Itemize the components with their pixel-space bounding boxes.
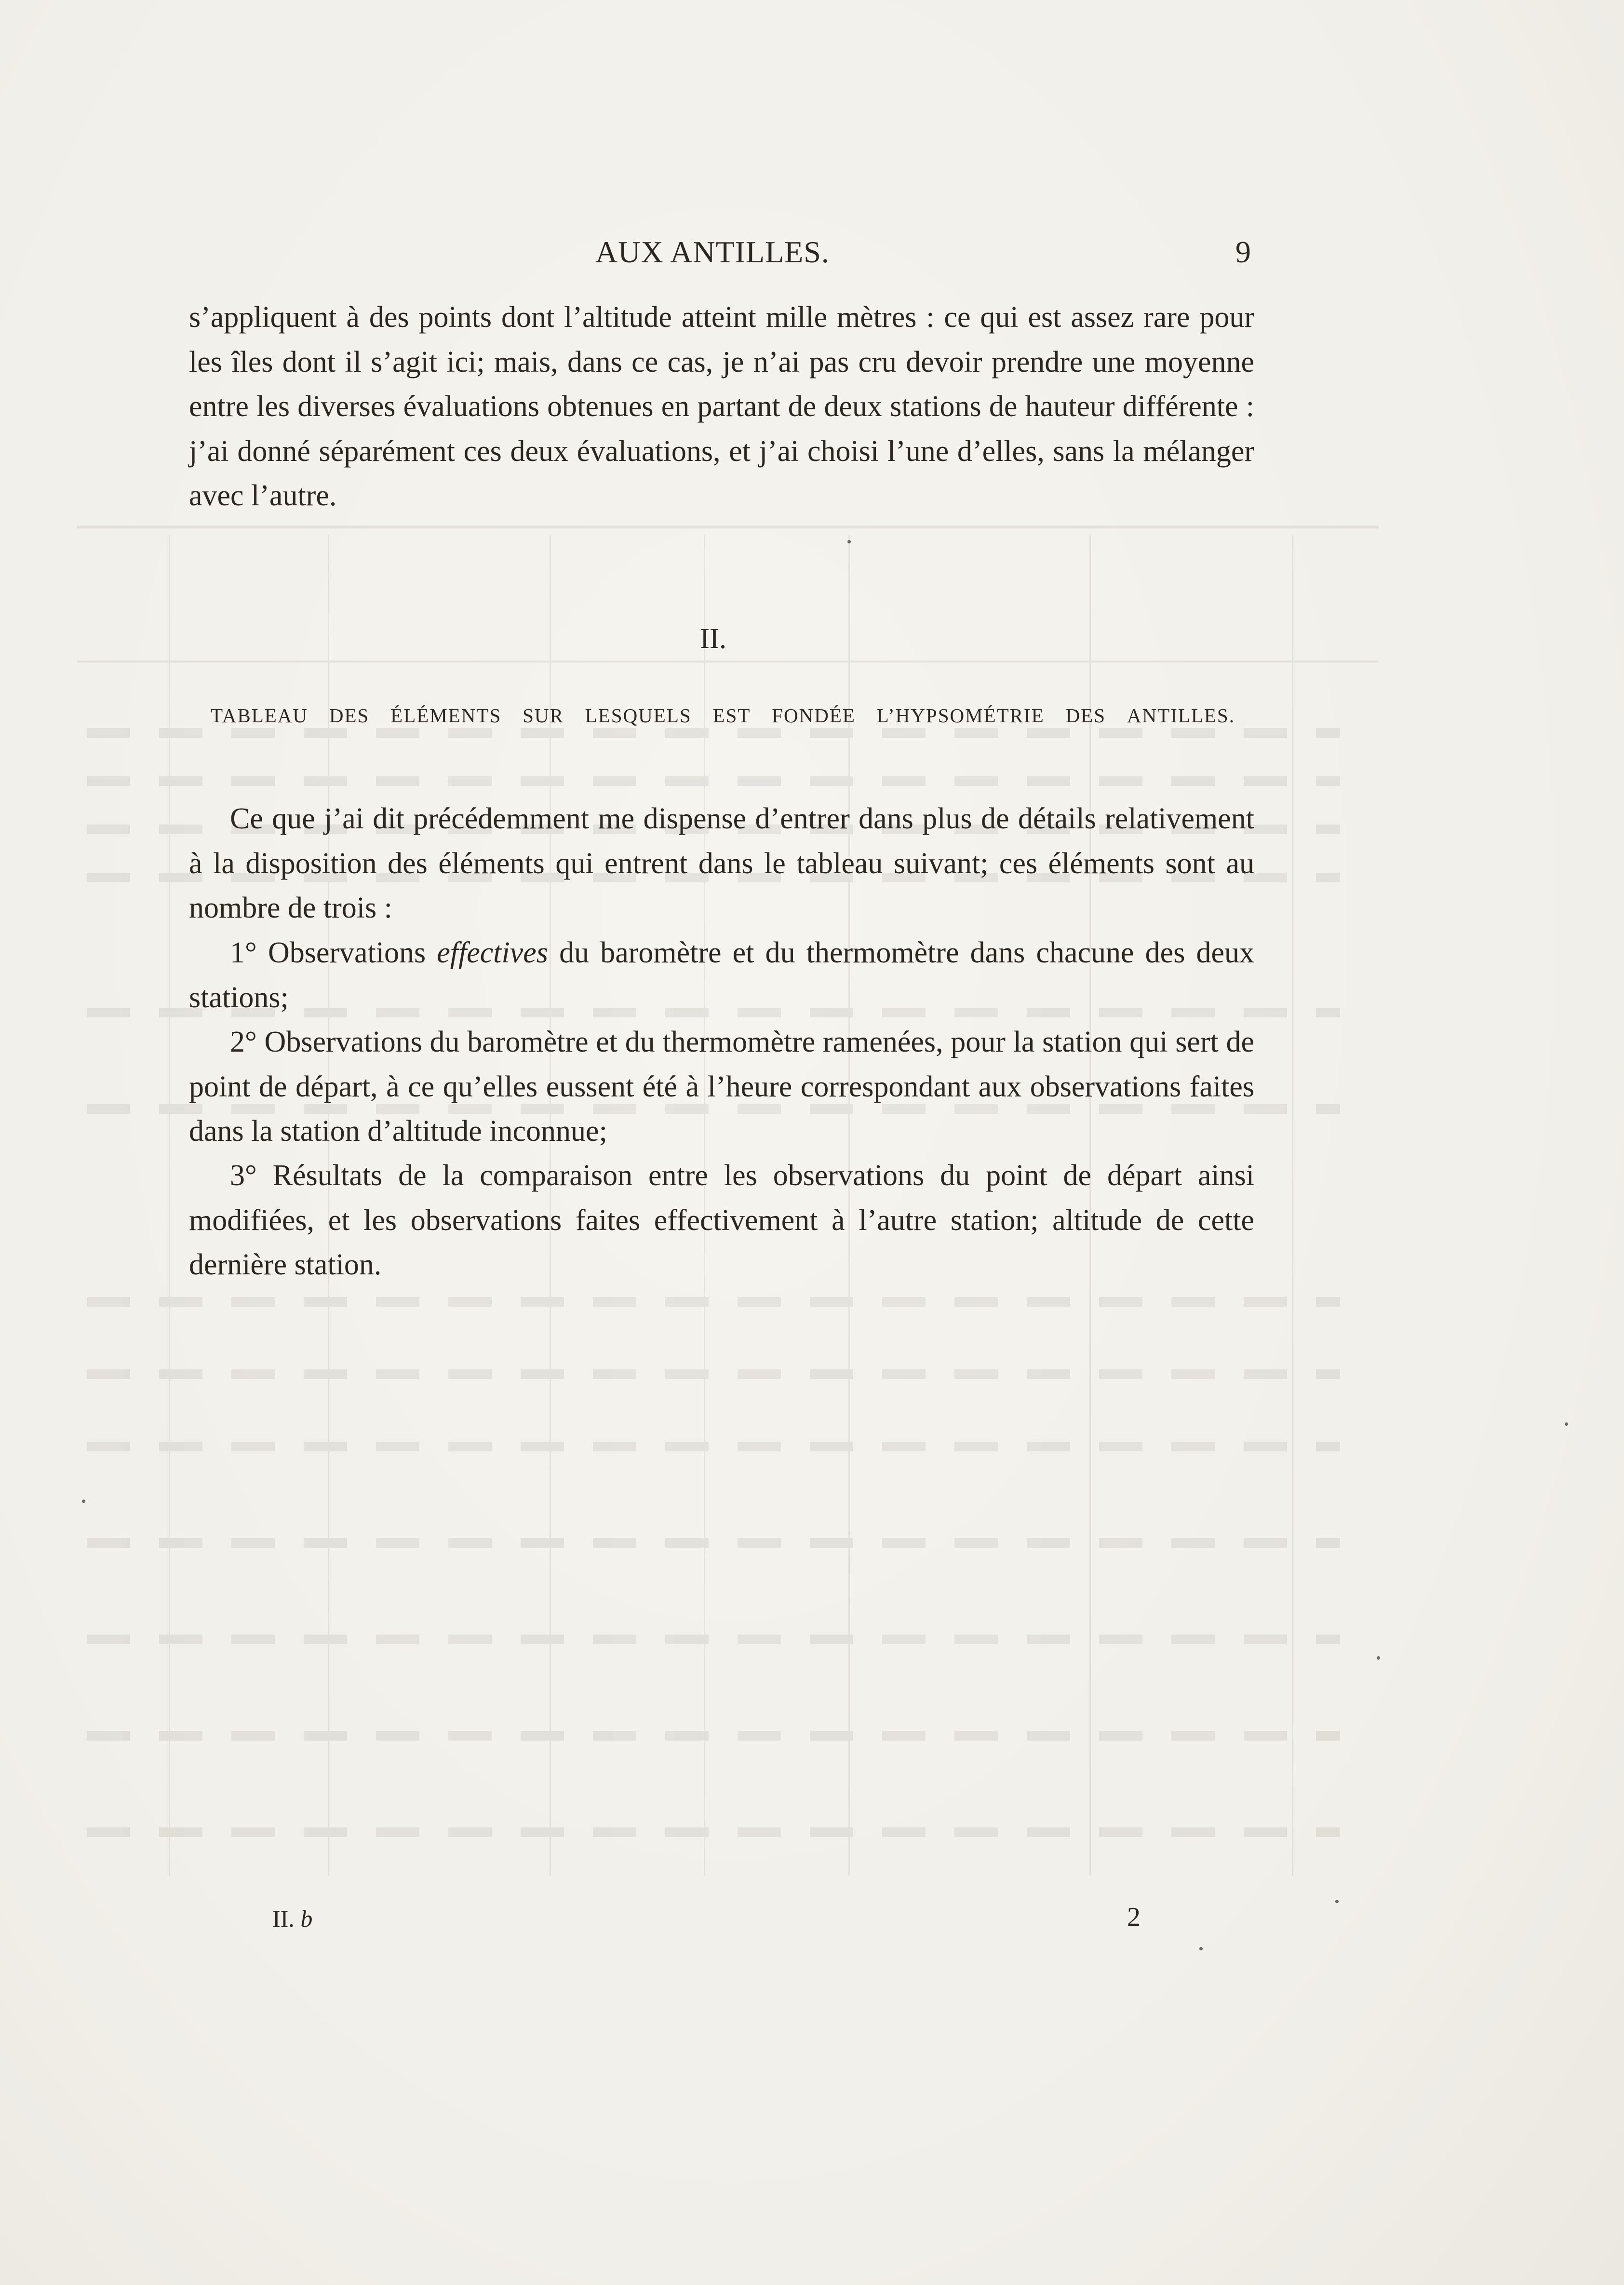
running-title: AUX ANTILLES. (595, 235, 830, 269)
list-item (189, 1153, 1254, 1287)
section-title-word: LESQUELS (585, 704, 692, 727)
section-title-word: EST (712, 704, 751, 727)
signature-letter: b (300, 1905, 313, 1932)
list-item (189, 1020, 1254, 1154)
paragraph-continuation: s’appliquent à des points dont l’altitude atteint mille mètres : ce qui est assez rare pour les îles dont il s’agit ici; mais, dans ce cas, je n’ai pas cru devoir prendre une moyenne entre les diverses évaluations obtenues en partant de deux stations de hauteur différente : j’ai donné séparément ces deux évaluations, et j’ai choisi l’une d’elles, sans la mélanger avec l’autre. (189, 301, 1254, 512)
section-title-word: ANTILLES. (1127, 704, 1235, 727)
paper-speck (1377, 1656, 1380, 1660)
item-text: Résultats de la comparaison entre les observations du point de départ ainsi modifiées, et les observations faites effectivement à l’autre station; altitude de cette dernière station. (189, 1159, 1255, 1281)
paper-speck (82, 1500, 85, 1503)
section-title-word: DES (1065, 704, 1106, 727)
section-title-word: L’HYPSOMÉTRIE (876, 704, 1045, 727)
item-text: du baromètre et du thermomètre dans chacune des deux stations; (189, 936, 1254, 1014)
section-number: II. (700, 622, 726, 654)
item-number: 1° (230, 936, 257, 969)
paragraph-intro: Ce que j’ai dit précédemment me dispense d’entrer dans plus de détails relativement à la disposition des éléments qui entrent dans le tableau suivant; ces éléments sont au nombre de trois : (189, 802, 1254, 924)
item-number: 2° (230, 1026, 257, 1058)
paper-speck (1335, 1900, 1339, 1903)
item-text: Observations (268, 936, 426, 969)
section-title-word: FONDÉE (772, 704, 856, 727)
printer-signature (272, 1905, 312, 1933)
page-number: 9 (1235, 235, 1251, 269)
section-title-word: DES (329, 704, 370, 727)
item-number: 3° (230, 1159, 257, 1192)
section-title-word: ÉLÉMENTS (390, 704, 502, 727)
section-title-word: TABLEAU (211, 704, 309, 727)
sheet-number: 2 (1127, 1902, 1141, 1932)
section-title (211, 704, 1235, 727)
paper-speck (1565, 1422, 1568, 1426)
paper-speck (1199, 1947, 1203, 1950)
list-item (189, 931, 1254, 1020)
paper-speck (847, 540, 851, 543)
item-text: Observations du baromètre et du thermomètre ramenées, pour la station qui sert de point de départ, à ce qu’elles eussent été à l’heure correspondant aux observations faites dans la station d’altitude inconnue; (189, 1026, 1254, 1148)
item-emphasis: effectives (437, 936, 548, 969)
signature-roman: II. (272, 1905, 295, 1932)
section-title-word: SUR (523, 704, 564, 727)
